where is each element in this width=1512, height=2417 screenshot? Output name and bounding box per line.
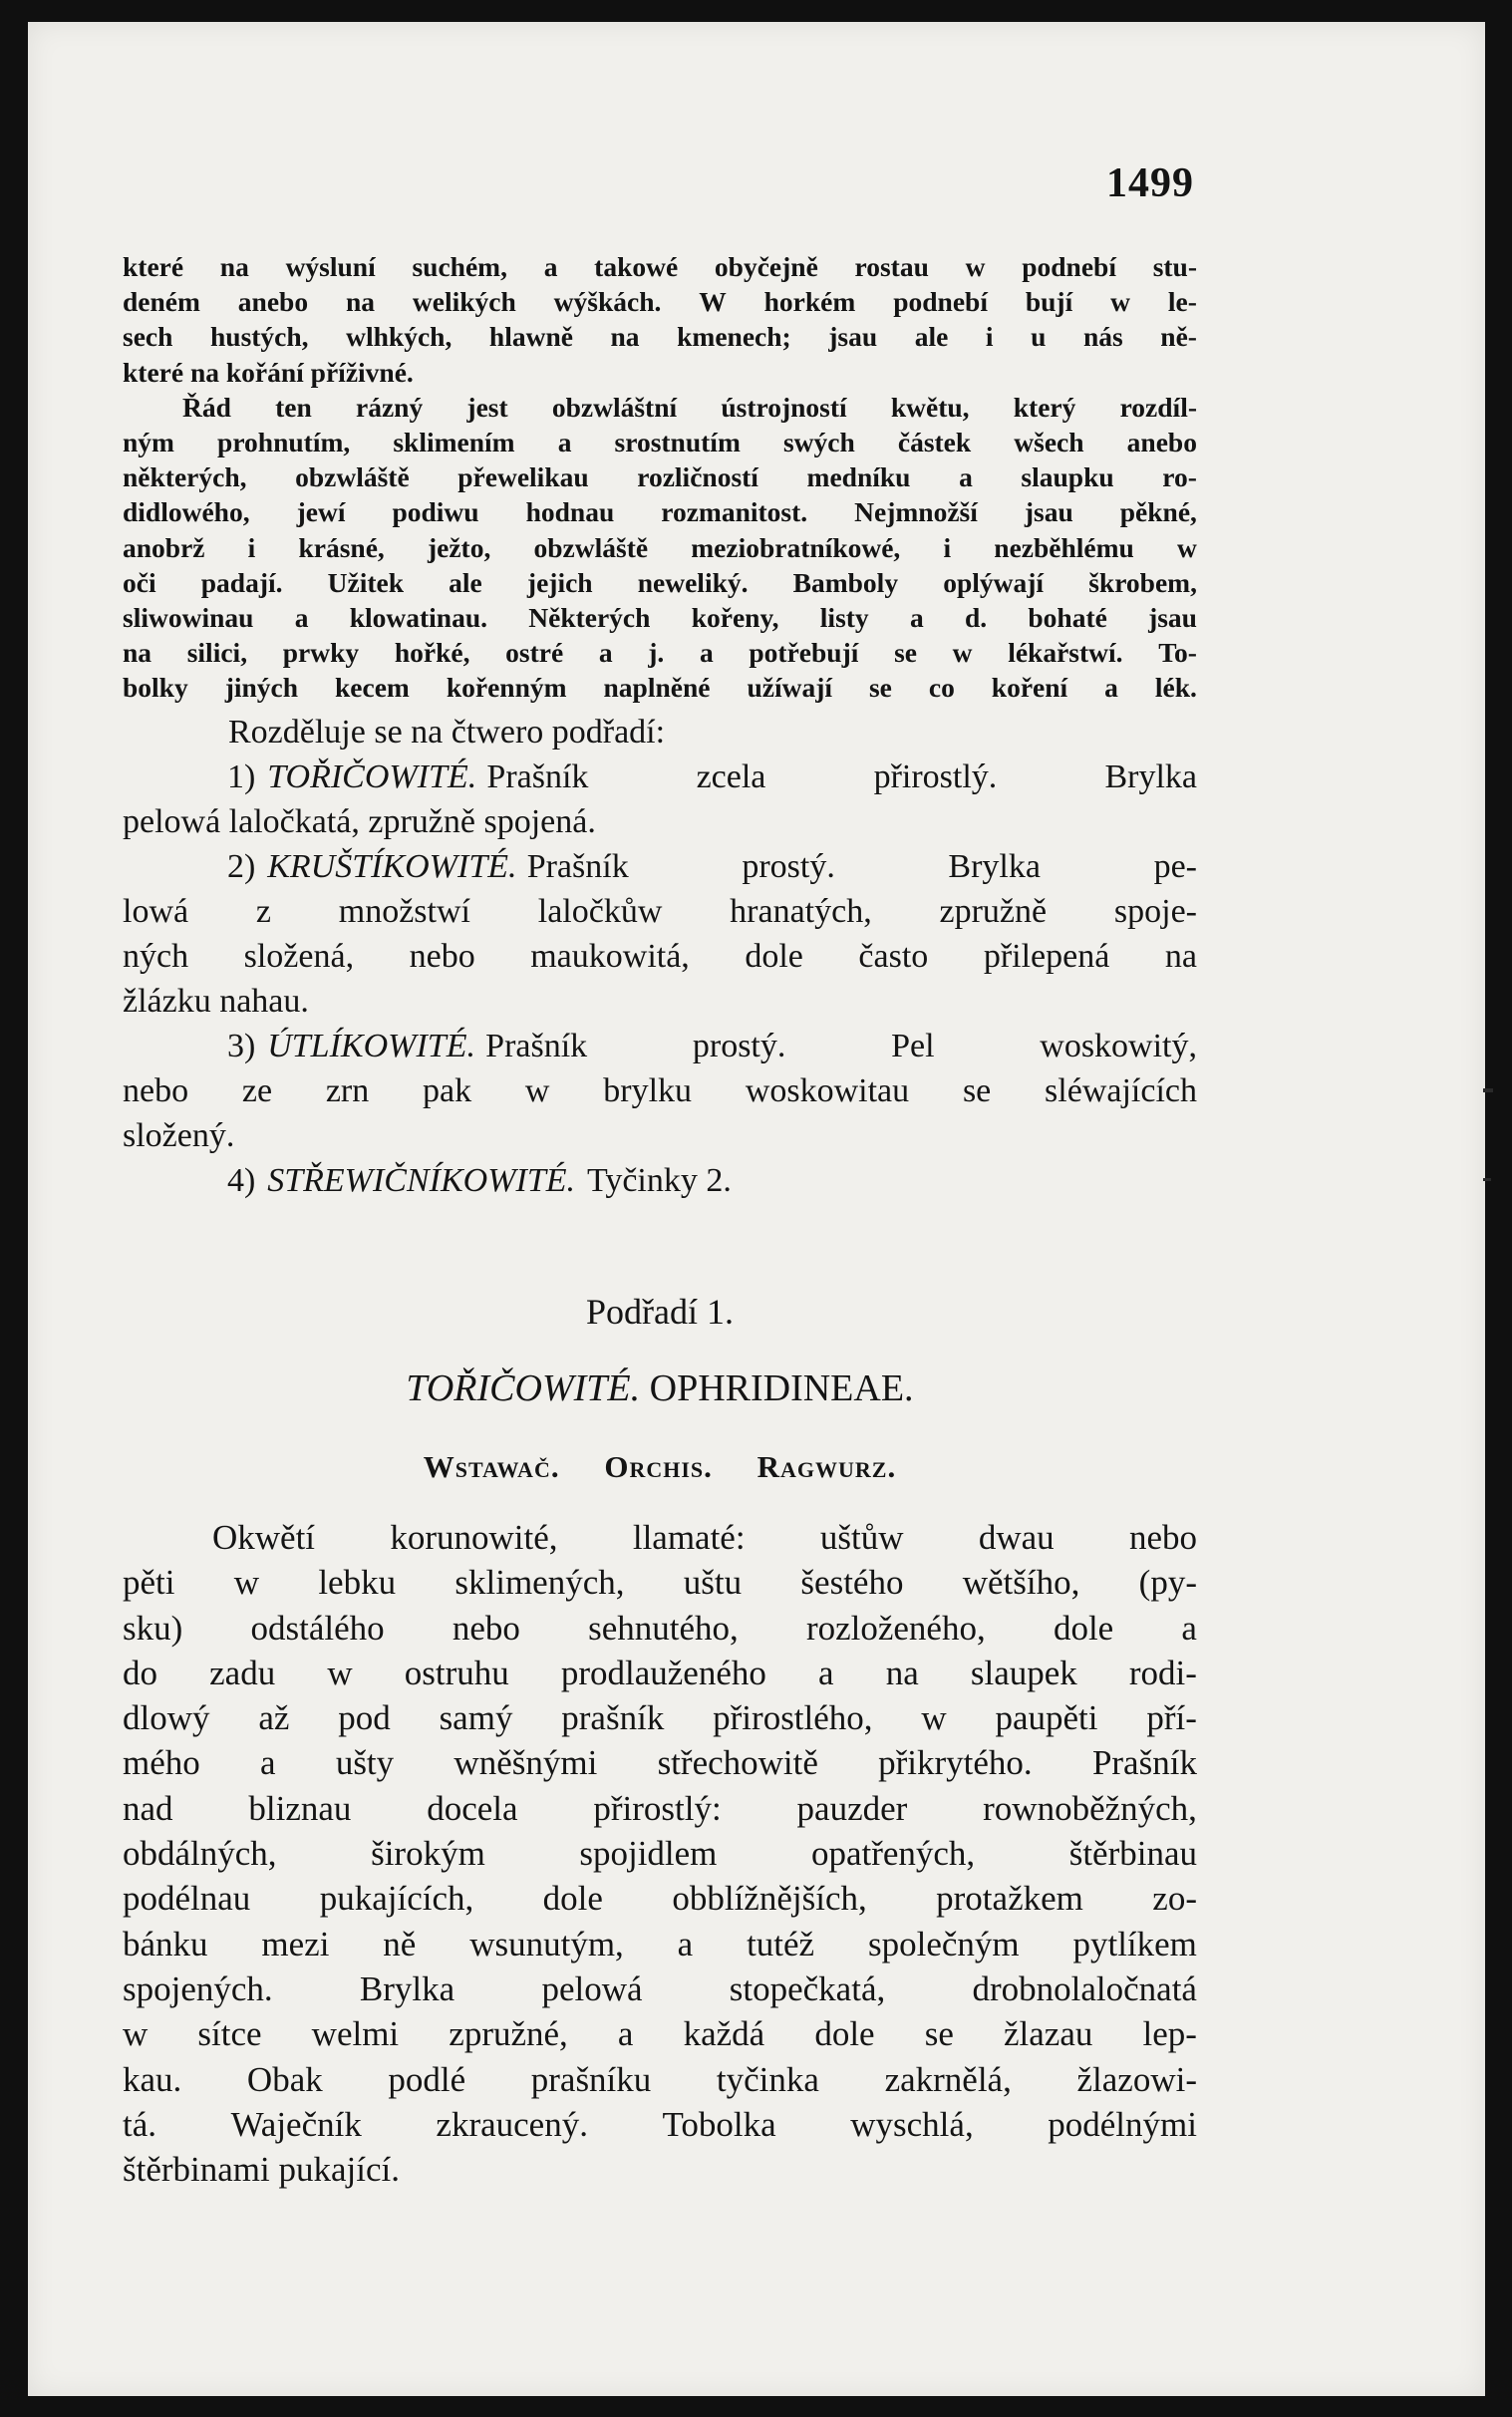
text-line: sku) odstálého nebo sehnutého, rozloženého, dole a: [123, 1608, 1197, 1648]
item-number: 1): [227, 758, 256, 795]
item-number: 3): [227, 1028, 256, 1064]
suborder-name-latin: OPHRIDINEAE.: [649, 1367, 914, 1409]
item-number: 4): [227, 1162, 256, 1199]
text-line: obdálných, širokým spojidlem opatřených, štěrbinau: [123, 1834, 1197, 1874]
text-line: štěrbinami pukající.: [123, 2150, 400, 2190]
book-page: [28, 22, 1485, 2396]
text-line: deném anebo na welikých wýškách. W horkém podnebí bují w le-: [123, 286, 1197, 318]
division-item-1: [123, 755, 1197, 799]
text-line: kau. Obak podlé prašníku tyčinka zakrnělá, žlazowi-: [123, 2059, 1197, 2099]
division-heading: Rozděluje se na čtwero podřadí:: [228, 714, 666, 751]
division-item-4: [123, 1158, 1197, 1203]
intro-paragraphs: [123, 249, 1197, 705]
text-line: nebo ze zrn pak w brylku woskowitau se sléwajících: [123, 1072, 1197, 1109]
genus-name-latin: Orchis.: [604, 1449, 713, 1484]
scan-mark: [1483, 1178, 1491, 1181]
suborder-title: [123, 1365, 1197, 1411]
text-line: bolky jiných kecem kořenným naplněné užíwají se co koření a lék.: [123, 672, 1197, 704]
text-line: pelowá laločkatá, zpružně spojená.: [123, 803, 596, 840]
text-line: bánku mezi ně wsunutým, a tutéž společným pytlíkem: [123, 1924, 1197, 1964]
text-line: které na wýsluní suchém, a takowé obyčejně rostau w podnebí stu-: [123, 251, 1197, 282]
text-line: sliwowinau a klowatinau. Některých kořeny, listy a d. bohaté jsau: [123, 601, 1197, 633]
item-text: Tyčinky 2.: [586, 1162, 732, 1199]
page-number: 1499: [1106, 160, 1194, 206]
scan-mark: [1483, 1088, 1493, 1092]
genus-name-czech: Wstawač.: [423, 1449, 560, 1484]
text-line: na silici, prwky hořké, ostré a j. a potřebují se w lékařstwí. To-: [123, 637, 1197, 669]
text-line: složený.: [123, 1117, 235, 1154]
text-line: w sítce welmi zpružné, a každá dole se žlazau lep-: [123, 2014, 1197, 2054]
text-line: ných složená, nebo maukowitá, dole často přilepená na: [123, 938, 1197, 975]
text-line: lowá z množstwí laločkůw hranatých, zpružně spoje-: [123, 893, 1197, 930]
suborder-name-czech: TOŘIČOWITÉ.: [406, 1367, 641, 1409]
text-line: dlowý až pod samý prašník přirostlého, w paupěti pří-: [123, 1698, 1197, 1738]
text-line: žlázku nahau.: [123, 983, 309, 1020]
text-line: některých, obzwláště přewelikau rozličností medníku a slaupku ro-: [123, 461, 1197, 493]
text-line: tá. Waječník zkraucený. Tobolka wyschlá, podélnými: [123, 2104, 1197, 2144]
genus-names: [123, 1449, 1197, 1485]
text-line: didlowého, jewí podiwu hodnau rozmanitost. Nejmnožší jsau pěkné,: [123, 496, 1197, 528]
text-line: nad bliznau docela přirostlý: pauzder rownoběžných,: [123, 1788, 1197, 1828]
text-line: oči padají. Užitek ale jejich neweliký. Bamboly oplýwají škrobem,: [123, 566, 1197, 598]
item-text: Prašník prostý. Pel woskowitý,: [485, 1028, 1197, 1064]
text-line: které na kořání příživné.: [123, 356, 414, 388]
text-line: ným prohnutím, sklimením a srostnutím swých částek wšech anebo: [123, 426, 1197, 457]
item-text: Prašník zcela přirostlý. Brylka: [486, 758, 1197, 795]
text-line: pěti w lebku sklimených, uštu šestého wětšího, (py-: [123, 1563, 1197, 1603]
genus-name-german: Ragwurz.: [756, 1449, 897, 1484]
division-item-2: [123, 844, 1197, 889]
suborder-label: Podřadí 1.: [586, 1292, 734, 1332]
item-text: Prašník prostý. Brylka pe-: [526, 848, 1197, 885]
text-line: Okwětí korunowité, llamaté: uštůw dwau nebo: [212, 1518, 1197, 1557]
division-item-3: [123, 1024, 1197, 1068]
text-line: podélnau pukajících, dole obblížnějších, protažkem zo-: [123, 1879, 1197, 1919]
text-line: Řád ten rázný jest obzwláštní ústrojností kwětu, který rozdíl-: [182, 391, 1197, 423]
text-line: spojených. Brylka pelowá stopečkatá, drobnolaločnatá: [123, 1968, 1197, 2008]
item-name: TOŘIČOWITÉ.: [267, 758, 477, 795]
item-name: KRUŠTÍKOWITÉ.: [267, 848, 517, 885]
text-line: do zadu w ostruhu prodlauženého a na slaupek rodi-: [123, 1653, 1197, 1692]
text-line: mého a ušty wněšnými střechowitě přikrytého. Prašník: [123, 1743, 1197, 1783]
text-line: sech hustých, wlhkých, hlawně na kmenech; jsau ale i u nás ně-: [123, 321, 1197, 353]
item-name: STŘEWIČNÍKOWITÉ.: [267, 1162, 576, 1199]
item-name: ÚTLÍKOWITÉ.: [267, 1028, 475, 1064]
division-section: [123, 710, 1197, 1203]
text-line: anobrž i krásné, ježto, obzwláště meziobratníkowé, i nezběhlému w: [123, 531, 1197, 563]
genus-description: [123, 1515, 1197, 2192]
item-number: 2): [227, 848, 256, 885]
